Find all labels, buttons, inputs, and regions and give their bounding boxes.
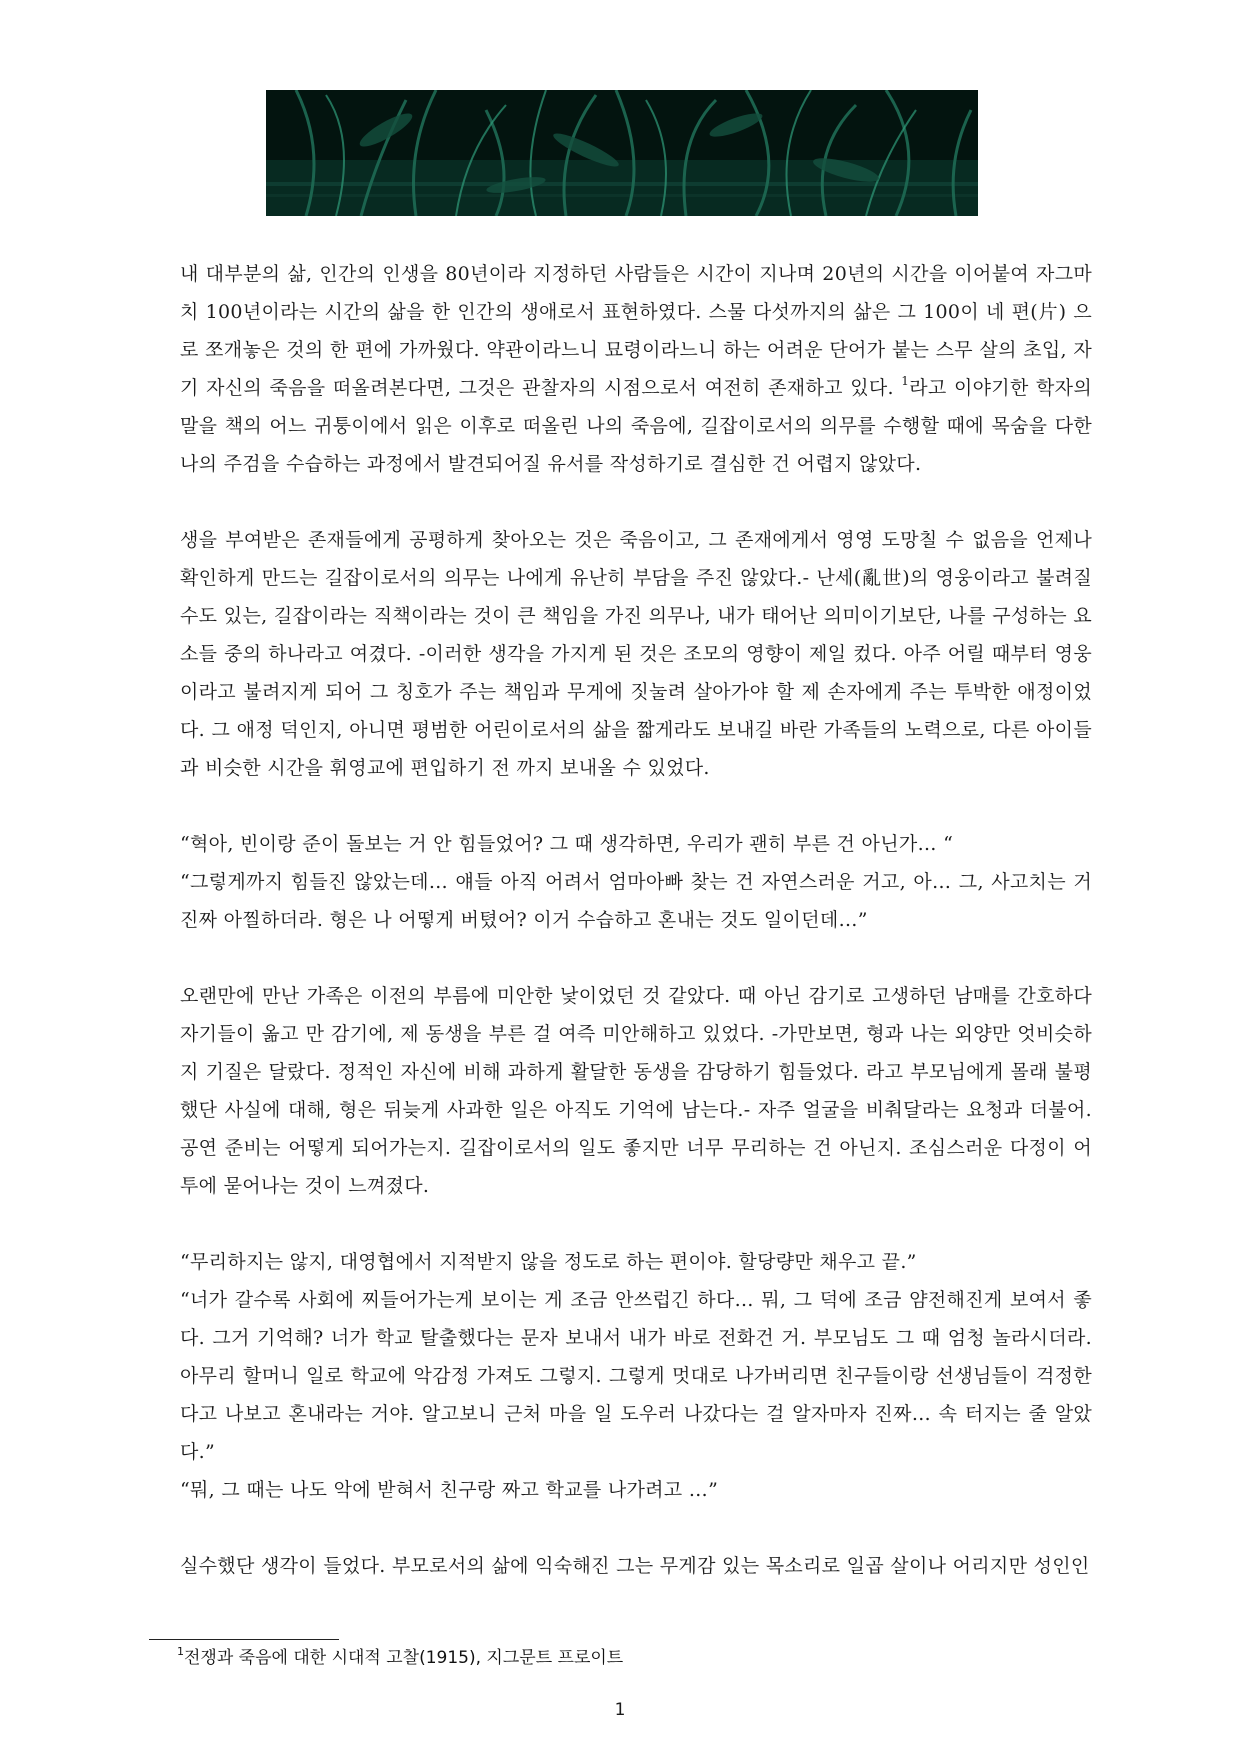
dialog-line: “무리하지는 않지, 대영협에서 지적받지 않을 정도로 하는 편이야. 할당량만 채우고 끝.” — [180, 1251, 917, 1273]
dialog-line: “너가 갈수록 사회에 찌들어가는게 보이는 게 조금 안쓰럽긴 하다… 뭐, 그 덕에 조금 얌전해진게 보여서 좋다. 그거 기억해? 너가 학교 탈출했다는 문자 보내서 내가 바로 전화건 거. 부모님도 그 때 엄청 놀라시더라. 아무리 할머니 일로 학교에 악감정 가져도 그렇지. 그렇게 멋대로 나가버리면 친구들이랑 선생님들이 걱정한다고 나보고 혼내라는 거야. 알고보니 근처 마을 일 도우러 나갔다는 걸 알자마자 진짜… 속 터지는 줄 알았다.” — [180, 1289, 1092, 1463]
paragraph-1 — [180, 255, 1092, 483]
footnote-divider — [149, 1639, 339, 1640]
footnote-number: 1 — [177, 1645, 184, 1659]
page-number: 1 — [614, 1700, 626, 1720]
dialog-line: “그렇게까지 힘들진 않았는데… 얘들 아직 어려서 엄마아빠 찾는 건 자연스러운 거고, 아… 그, 사고치는 거 진짜 아찔하더라. 형은 나 어떻게 버텼어? 이거 수습하고 혼내는 것도 일이던데…” — [180, 871, 1092, 931]
paragraph-2: 생을 부여받은 존재들에게 공평하게 찾아오는 것은 죽음이고, 그 존재에게서 영영 도망칠 수 없음을 언제나 확인하게 만드는 길잡이로서의 의무는 나에게 유난히 부담을 주진 않았다.- 난세(亂世)의 영웅이라고 불려질 수도 있는, 길잡이라는 직책이라는 것이 큰 책임을 가진 의무나, 내가 태어난 의미이기보단, 나를 구성하는 요소들 중의 하나라고 여겼다. -이러한 생각을 가지게 된 것은 조모의 영향이 제일 컸다. 아주 어릴 때부터 영웅이라고 불려지게 되어 그 칭호가 주는 책임과 무게에 짓눌려 살아가야 할 제 손자에게 주는 투박한 애정이었다. 그 애정 덕인지, 아니면 평범한 어린이로서의 삶을 짧게라도 보내길 바란 가족들의 노력으로, 다른 아이들과 비슷한 시간을 휘영교에 편입하기 전 까지 보내올 수 있었다. — [180, 529, 1092, 779]
footnote-ref: 1 — [901, 373, 910, 388]
footnote — [177, 1643, 623, 1668]
body-text — [180, 255, 1092, 1585]
header-image-foliage — [266, 90, 978, 216]
paragraph-1-text-before: 내 대부분의 삶, 인간의 인생을 80년이라 지정하던 사람들은 시간이 지나며 20년의 시간을 이어붙여 자그마치 100년이라는 시간의 삶을 한 인간의 생애로서 표현하였다. 스물 다섯까지의 삶은 그 100이 네 편(片) 으로 쪼개놓은 것의 한 편에 가까웠다. 약관이라느니 묘령이라느니 하는 어려운 단어가 붙는 스무 살의 초입, 자기 자신의 죽음을 떠올려본다면, 그것은 관찰자의 시점으로서 여전히 존재하고 있다. — [180, 263, 1093, 399]
paragraph-4: 오랜만에 만난 가족은 이전의 부름에 미안한 낯이었던 것 같았다. 때 아닌 감기로 고생하던 남매를 간호하다 자기들이 옮고 만 감기에, 제 동생을 부른 걸 여즉 미안해하고 있었다. -가만보면, 형과 나는 외양만 엇비슷하지 기질은 달랐다. 정적인 자신에 비해 과하게 활달한 동생을 감당하기 힘들었다. 라고 부모님에게 몰래 불평했단 사실에 대해, 형은 뒤늦게 사과한 일은 아직도 기억에 남는다.- 자주 얼굴을 비춰달라는 요청과 더불어. 공연 준비는 어떻게 되어가는지. 길잡이로서의 일도 좋지만 너무 무리하는 건 아닌지. 조심스러운 다정이 어투에 묻어나는 것이 느껴졌다. — [180, 985, 1092, 1197]
dialog-line: “혁아, 빈이랑 준이 돌보는 거 안 힘들었어? 그 때 생각하면, 우리가 괜히 부른 건 아닌가… “ — [180, 833, 954, 855]
paragraph-6: 실수했단 생각이 들었다. 부모로서의 삶에 익숙해진 그는 무게감 있는 목소리로 일곱 살이나 어리지만 성인인 — [180, 1555, 1090, 1577]
dialog-line: “뭐, 그 때는 나도 악에 받혀서 친구랑 짜고 학교를 나가려고 …” — [180, 1479, 719, 1501]
paragraph-1-text-after: 라고 이야기한 학자의 말을 책의 어느 귀퉁이에서 읽은 이후로 떠올린 나의 죽음에, 길잡이로서의 의무를 수행할 때에 목숨을 다한 나의 주검을 수습하는 과정에서 발견되어질 유서를 작성하기로 결심한 건 어렵지 않았다. — [180, 377, 1092, 475]
footnote-text: 전쟁과 죽음에 대한 시대적 고찰(1915), 지그문트 프로이트 — [184, 1648, 624, 1668]
